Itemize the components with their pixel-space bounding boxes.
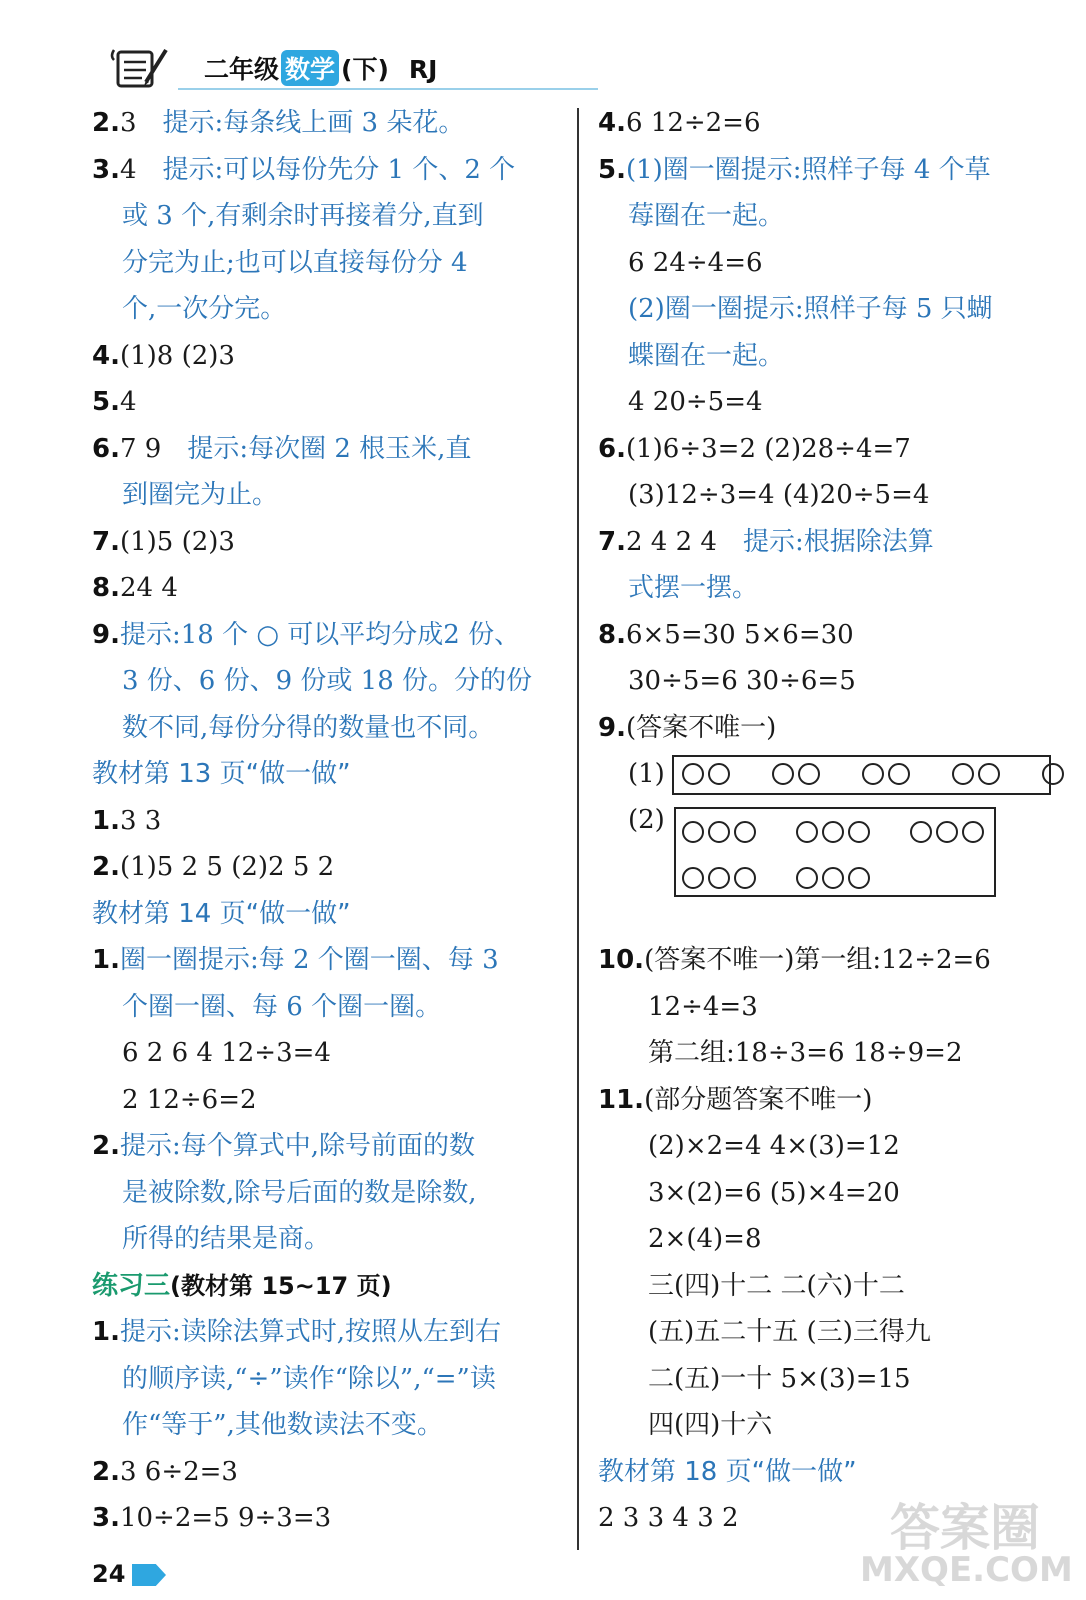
answer-line (92, 1495, 562, 1542)
answer-line (92, 705, 562, 752)
answer-line (92, 286, 562, 333)
hint-text: 提示:每个算式中,除号前面的数 (119, 1131, 475, 1161)
answer-text: 2 3 3 4 3 2 (598, 1503, 739, 1533)
circle-shape (1042, 763, 1064, 785)
answer-text: 10÷2=5 9÷3=3 (119, 1503, 332, 1533)
answer-line (92, 1030, 562, 1077)
question-number: 6. (92, 433, 120, 464)
answer-text: (部分题答案不唯一) (644, 1084, 873, 1115)
circle-shape (936, 821, 958, 843)
answer-line (598, 286, 1068, 333)
question-number: 10. (598, 945, 645, 975)
watermark-logo (860, 1488, 1073, 1592)
answer-line (598, 519, 1068, 566)
question-number: 1. (92, 805, 120, 836)
circle-group-box (672, 755, 1051, 795)
circle-shape (848, 867, 870, 889)
question-number: 7. (598, 526, 626, 557)
question-number: 5. (92, 387, 120, 417)
answer-line (92, 844, 562, 891)
answer-text: (1)5 (2)3 (119, 526, 235, 557)
circle-shape (772, 763, 794, 785)
answer-text: (2)×2=4 4×(3)=12 (648, 1131, 900, 1161)
header-term: (下) (341, 55, 389, 84)
hint-continuation: 个圈一圈、每 6 个圈一圈。 (122, 991, 442, 1022)
answer-line (598, 426, 1068, 473)
answer-line (92, 1402, 562, 1449)
answer-text: 7 9 (119, 433, 162, 464)
circle-group-box (674, 807, 996, 897)
answer-line (598, 937, 1068, 984)
answer-line (92, 1449, 562, 1496)
answer-text: 4 20÷5=4 (628, 387, 763, 417)
circle-shape (796, 867, 818, 889)
answer-line (92, 333, 562, 380)
answer-text: 第二组:18÷3=6 18÷9=2 (648, 1038, 963, 1068)
answer-line (598, 984, 1068, 1031)
page-tab-icon (132, 1564, 166, 1586)
answer-line (598, 1170, 1068, 1217)
question-number: 5. (598, 154, 626, 185)
answer-line (92, 147, 562, 194)
answer-text: 2×(4)=8 (648, 1224, 762, 1254)
answer-figure-2 (598, 797, 1068, 937)
answer-line (598, 612, 1068, 659)
answer-text: 3 6÷2=3 (119, 1456, 238, 1487)
figure-label: (1) (628, 759, 665, 789)
answer-text: (答案不唯一)第一组:12÷2=6 (644, 945, 991, 975)
answer-line (92, 1356, 562, 1403)
question-number: 11. (598, 1084, 645, 1115)
answer-line (92, 751, 562, 798)
question-number: 4. (598, 108, 626, 138)
answer-line (92, 519, 562, 566)
hint-text: 圈一圈提示:每 2 个圈一圈、每 3 (119, 945, 499, 975)
hint-continuation: 莓圈在一起。 (628, 201, 785, 231)
answer-line (598, 1402, 1068, 1449)
answer-line (92, 798, 562, 845)
answer-text: 2 4 2 4 (625, 526, 717, 557)
answer-line (598, 1077, 1068, 1124)
hint-continuation: 3 份、6 份、9 份或 18 份。分的份 (122, 666, 533, 696)
answer-line (92, 658, 562, 705)
exercise-title: 练习三 (92, 1270, 171, 1301)
answer-text: 6 2 6 4 12÷3=4 (122, 1038, 331, 1068)
question-number: 2. (92, 1456, 120, 1487)
answer-line (598, 193, 1068, 240)
hint-text: 提示:每次圈 2 根玉米,直 (187, 433, 472, 464)
circle-shape (862, 763, 884, 785)
figure-label: (2) (628, 805, 665, 835)
answer-text: 6×5=30 5×6=30 (625, 619, 854, 650)
right-column (598, 100, 1068, 1542)
answer-line (92, 984, 562, 1031)
answer-line (92, 379, 562, 426)
answer-line (92, 1216, 562, 1263)
hint-text: 提示:根据除法算 (742, 526, 934, 557)
circle-shape (682, 821, 704, 843)
circle-shape (708, 821, 730, 843)
answer-text: (3)12÷3=4 (4)20÷5=4 (628, 480, 930, 510)
answer-text: (1)6÷3=2 (2)28÷4=7 (625, 433, 911, 464)
circle-shape (822, 821, 844, 843)
question-number: 3. (92, 154, 120, 185)
left-column (92, 100, 562, 1542)
page-header (108, 42, 488, 92)
circle-shape (734, 821, 756, 843)
answer-text: 二(五)一十 5×(3)=15 (648, 1363, 911, 1394)
hint-continuation: 数不同,每份分得的数量也不同。 (122, 712, 495, 743)
answer-text: 6 24÷4=6 (628, 247, 763, 278)
hint-continuation: 所得的结果是商。 (122, 1224, 331, 1254)
answer-text: 4 (119, 154, 137, 185)
answer-line (92, 1309, 562, 1356)
hint-continuation: 到圈完为止。 (122, 480, 279, 510)
question-number: 2. (92, 852, 120, 882)
hint-continuation: 分完为止;也可以直接每份分 4 (122, 247, 468, 278)
hint-text: 提示:18 个 ○ 可以平均分成2 份、 (119, 619, 521, 650)
circle-shape (682, 763, 704, 785)
answer-line (92, 1077, 562, 1124)
answer-line (92, 240, 562, 287)
question-number: 9. (92, 619, 120, 650)
answer-line (92, 937, 562, 984)
question-number: 8. (598, 619, 626, 650)
question-number: 7. (92, 526, 120, 557)
section-heading: 教材第 13 页“做一做” (92, 759, 351, 789)
hint-continuation: 的顺序读,“÷”读作“除以”,“=”读 (122, 1363, 496, 1394)
header-underline (178, 88, 598, 90)
answer-line (92, 565, 562, 612)
answer-line (598, 100, 1068, 147)
question-number: 6. (598, 433, 626, 464)
circle-shape (822, 867, 844, 889)
header-title (204, 50, 437, 86)
answer-text: 3 (119, 108, 137, 138)
circle-shape (962, 821, 984, 843)
question-number: 9. (598, 712, 626, 743)
header-subject: 数学 (281, 50, 339, 86)
answer-line (92, 1263, 562, 1310)
answer-line (598, 472, 1068, 519)
answer-line (598, 1309, 1068, 1356)
hint-continuation: 蝶圈在一起。 (628, 340, 785, 371)
question-number: 2. (92, 1131, 120, 1161)
hint-text: 提示:每条线上画 3 朵花。 (162, 108, 465, 138)
answer-text: 12÷4=3 (648, 991, 758, 1022)
answer-text: (1)5 2 5 (2)2 5 2 (119, 852, 335, 882)
answer-line (598, 147, 1068, 194)
circle-shape (978, 763, 1000, 785)
answer-line (598, 705, 1068, 752)
header-grade: 二年级 (204, 55, 280, 84)
question-number: 1. (92, 945, 120, 975)
hint-continuation: 个,一次分完。 (122, 294, 287, 324)
hint-text: (2)圈一圈提示:照样子每 5 只蝴 (628, 294, 993, 324)
column-divider (577, 108, 579, 1550)
answer-line (92, 1123, 562, 1170)
circle-shape (848, 821, 870, 843)
hint-continuation: 作“等于”,其他数读法不变。 (122, 1410, 443, 1440)
answer-text: (1)8 (2)3 (119, 340, 235, 371)
answer-text: 2 12÷6=2 (122, 1084, 257, 1115)
answer-line (598, 1216, 1068, 1263)
notebook-pen-icon (108, 42, 172, 94)
circle-shape (708, 763, 730, 785)
answer-line (92, 612, 562, 659)
answer-figure-1 (598, 751, 1068, 797)
question-number: 8. (92, 573, 120, 603)
header-edition: RJ (408, 55, 438, 84)
answer-text: 3 3 (119, 805, 162, 836)
answer-line (92, 472, 562, 519)
circle-shape (796, 821, 818, 843)
circle-shape (798, 763, 820, 785)
hint-continuation: 式摆一摆。 (628, 573, 759, 603)
answer-line (598, 1030, 1068, 1077)
hint-continuation: 是被除数,除号后面的数是除数, (122, 1177, 477, 1208)
circle-shape (910, 821, 932, 843)
answer-text: 四(四)十六 (648, 1410, 773, 1440)
hint-text: 提示:可以每份先分 1 个、2 个 (162, 154, 516, 185)
answer-line (598, 1356, 1068, 1403)
watermark-line1: 答案圈 (890, 1499, 1040, 1557)
answer-text: 4 (119, 387, 137, 417)
question-number: 4. (92, 340, 120, 371)
answer-text: (五)五二十五 (三)三得九 (648, 1317, 931, 1347)
answer-line (598, 240, 1068, 287)
circle-shape (682, 867, 704, 889)
circle-shape (708, 867, 730, 889)
question-number: 3. (92, 1503, 120, 1533)
page-number: 24 (92, 1560, 126, 1588)
exercise-pages: (教材第 15~17 页) (170, 1271, 392, 1300)
answer-line (92, 426, 562, 473)
answer-line (92, 100, 562, 147)
answer-line (598, 565, 1068, 612)
section-heading: 教材第 14 页“做一做” (92, 898, 351, 929)
hint-text: 提示:读除法算式时,按照从左到右 (119, 1317, 501, 1347)
answer-line (598, 333, 1068, 380)
hint-continuation: 或 3 个,有剩余时再接着分,直到 (122, 201, 484, 231)
answer-line (598, 1123, 1068, 1170)
answer-line (92, 193, 562, 240)
question-number: 2. (92, 108, 120, 138)
circle-shape (888, 763, 910, 785)
circle-shape (952, 763, 974, 785)
answer-text: 30÷5=6 30÷6=5 (628, 666, 856, 696)
answer-text: 三(四)十二 二(六)十二 (648, 1270, 905, 1301)
answer-text: 3×(2)=6 (5)×4=20 (648, 1177, 900, 1208)
section-heading: 教材第 18 页“做一做” (598, 1456, 857, 1487)
answer-text: 6 12÷2=6 (625, 108, 761, 138)
answer-text: (答案不唯一) (625, 712, 777, 743)
answer-line (598, 379, 1068, 426)
exercise-heading (92, 1271, 392, 1301)
answer-line (92, 1170, 562, 1217)
question-number: 1. (92, 1317, 120, 1347)
hint-text: (1)圈一圈提示:照样子每 4 个草 (625, 154, 991, 185)
answer-line (92, 891, 562, 938)
answer-line (598, 1263, 1068, 1310)
answer-text: 24 4 (119, 573, 178, 603)
watermark-line2: MXQE.COM (860, 1550, 1073, 1590)
circle-shape (734, 867, 756, 889)
answer-line (598, 658, 1068, 705)
